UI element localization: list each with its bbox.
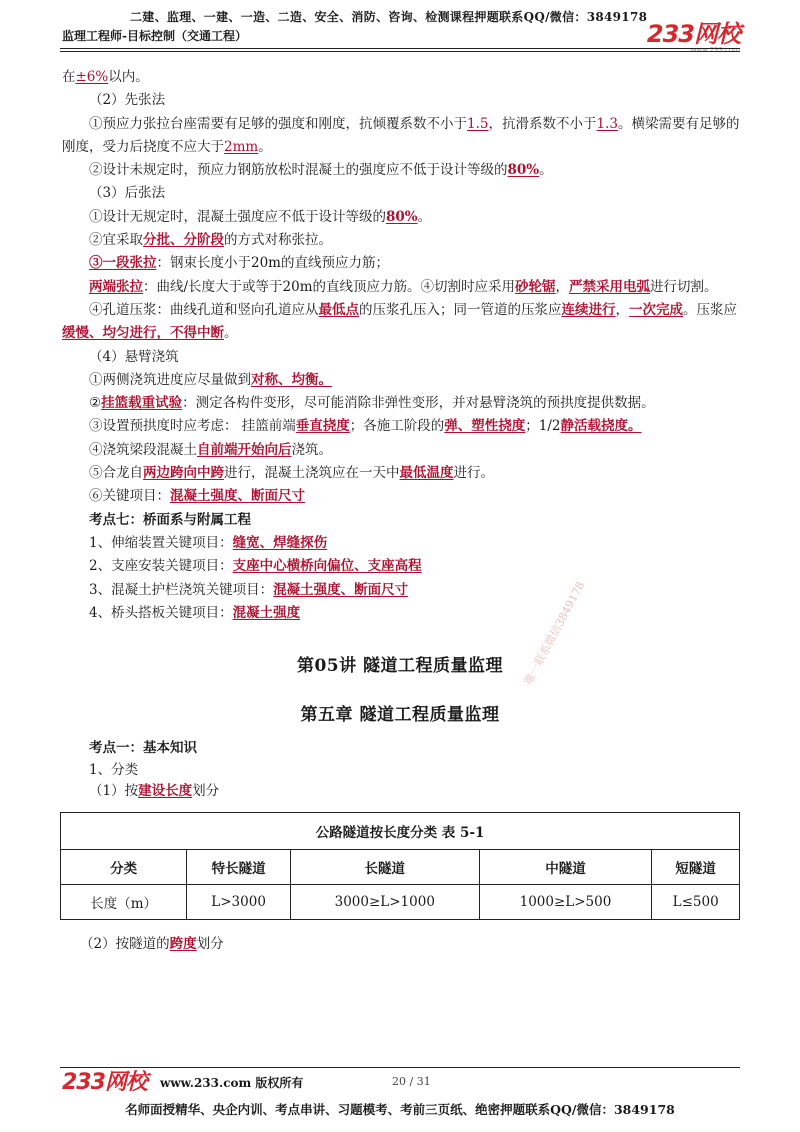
table-caption: 公路隧道按长度分类 表 5-1 [61, 813, 740, 850]
document-body [62, 66, 742, 625]
paragraph: ②挂篮载重试验：测定各构件变形，尽可能消除非弹性变形，并对悬臂浇筑的预拱度提供数据。 [89, 395, 655, 412]
table-header: 特长隧道 [187, 850, 291, 885]
list-item: 3、混凝土护栏浇筑关键项目：混凝土强度、断面尺寸 [89, 581, 409, 598]
list-item: 4、桥头搭板关键项目：混凝土强度 [89, 604, 301, 621]
paragraph: 在±6%以内。 [62, 69, 149, 85]
table-cell: L≤500 [652, 885, 740, 920]
header-top-line: 二建、监理、一建、一造、二造、安全、消防、咨询、检测课程押题联系QQ/微信：3849178 [130, 10, 648, 24]
table-header-row [61, 850, 740, 885]
list-item: （1）按建设长度划分 [89, 783, 220, 799]
section-title-posttension: （3）后张法 [89, 185, 166, 202]
paragraph: ②设计未规定时，预应力钢筋放松时混凝土的强度应不低于设计等级的80%。 [89, 162, 553, 179]
table-cell: 长度（m） [61, 885, 187, 920]
list-item: 2、支座安装关键项目：支座中心横桥向偏位、支座高程 [89, 558, 422, 575]
paragraph: （2）按隧道的跨度划分 [80, 936, 224, 952]
lecture-title: 第05讲 隧道工程质量监理 [296, 656, 504, 676]
paragraph: ④浇筑梁段混凝土自前端开始向后浇筑。 [89, 441, 332, 458]
paragraph: 两端张拉：曲线/长度大于或等于20m的直线顶应力筋。④切割时应采用砂轮锯，严禁采用电弧进行切割。 [89, 278, 718, 295]
header-divider-thin [60, 51, 740, 52]
paragraph: ③设置预拱度时应考虑： 挂篮前端垂直挠度；各施工阶段的弹、塑性挠度；1/2静活载挠度。 [89, 418, 642, 435]
brand-logo-text: 233网校 [646, 20, 740, 48]
paragraph: ⑤合龙自两边跨向中跨进行，混凝土浇筑应在一天中最低温度进行。 [89, 465, 494, 482]
section-title-basics: 考点一：基本知识 [89, 740, 197, 756]
list-item: 1、伸缩装置关键项目：缝宽、焊缝探伤 [89, 534, 328, 551]
header-subtitle: 监理工程师-目标控制（交通工程） [62, 29, 247, 43]
paragraph: ①预应力张拉台座需要有足够的强度和刚度，抗倾覆系数不小于1.5，抗滑系数不小于1.3。横梁需要有足够的刚度，受力后挠度不应大于2mm。 [62, 115, 740, 155]
section-title-cantilever: （4）悬臂浇筑 [89, 348, 179, 365]
footer-site: www.233.com 版权所有 [160, 1076, 304, 1090]
tunnel-classification-table [60, 812, 740, 920]
paragraph: ①设计无规定时，混凝土强度应不低于设计等级的80%。 [89, 208, 432, 225]
paragraph: ②宜采取分批、分阶段的方式对称张拉。 [89, 232, 332, 249]
table-header: 长隧道 [290, 850, 479, 885]
paragraph: ④孔道压浆：曲线孔道和竖向孔道应从最低点的压浆孔压入；同一管道的压浆应连续进行，一次完成。压浆应缓慢、均匀进行，不得中断。 [62, 301, 737, 342]
paragraph: ①两侧浇筑进度应尽量做到对称、均衡。 [89, 371, 332, 388]
paragraph: ③一段张拉：钢束长度小于20m的直线预应力筋； [89, 255, 389, 272]
table-row [61, 885, 740, 920]
paragraph: ⑥关键项目：混凝土强度、断面尺寸 [89, 488, 305, 505]
table-cell: L>3000 [187, 885, 291, 920]
table-header: 短隧道 [652, 850, 740, 885]
header-divider [60, 48, 740, 49]
table-cell: 3000≥L>1000 [290, 885, 479, 920]
footer-bottom-line: 名师面授精华、央企内训、考点串讲、习题模考、考前三页纸、绝密押题联系QQ/微信：3849178 [125, 1102, 675, 1117]
table-header: 分类 [61, 850, 187, 885]
page-number: 20 / 31 [392, 1075, 431, 1088]
watermark: 唯一联系微信3849178 [521, 579, 588, 688]
section-title-pretension: （2）先张法 [89, 92, 166, 109]
footer-logo: 233网校 [62, 1070, 147, 1095]
list-item: 1、分类 [89, 761, 139, 778]
table-cell: 1000≥L>500 [479, 885, 652, 920]
brand-logo [647, 22, 740, 54]
brand-logo-url: www.233.com [690, 46, 740, 54]
chapter-title: 第五章 隧道工程质量监理 [300, 705, 500, 725]
table-header: 中隧道 [479, 850, 652, 885]
section-body [62, 738, 742, 803]
footer-divider [60, 1067, 740, 1068]
section-title-deck: 考点七：桥面系与附属工程 [89, 511, 251, 528]
